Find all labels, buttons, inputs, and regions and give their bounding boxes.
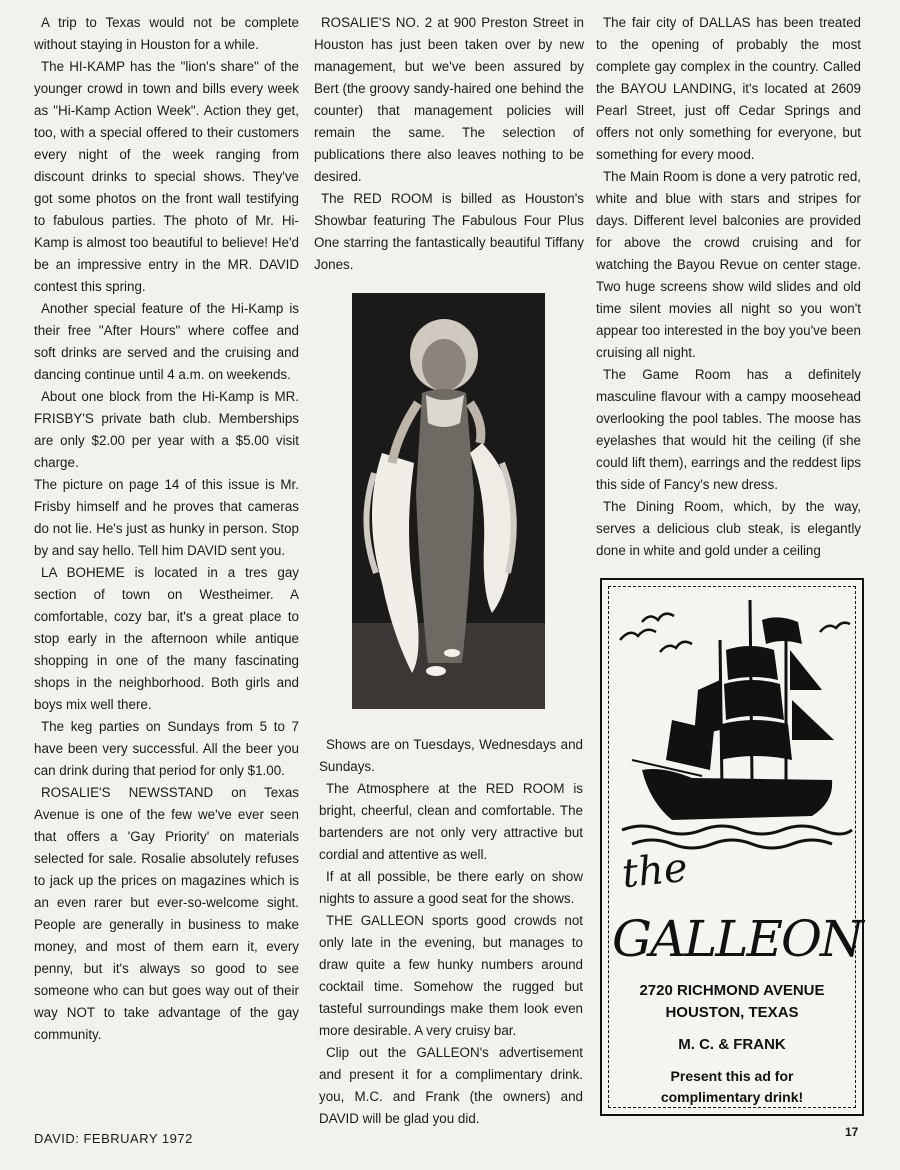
paragraph: Clip out the GALLEON's advertisement and present it for a complimentary drink. you, M.C. and Frank (the owners) and DAVID will be glad you did. (319, 1045, 583, 1126)
paragraph: The Dining Room, which, by the way, serves a delicious club steak, is elegantly done in white and gold under a ceiling (596, 499, 861, 558)
ad-city: HOUSTON, TEXAS (665, 1004, 799, 1021)
ad-offer-line-1: Present this ad for (670, 1068, 794, 1084)
publication-footer: DAVID: FEBRUARY 1972 (34, 1131, 193, 1146)
paragraph: The keg parties on Sundays from 5 to 7 have been very successful. All the beer you can drink during that period for only $1.00. (34, 719, 299, 778)
ad-galleon-title: GALLEON (612, 910, 862, 968)
column-3 (596, 12, 861, 562)
paragraph: Shows are on Tuesdays, Wednesdays and Sundays. (319, 737, 583, 774)
paragraph: The Atmosphere at the RED ROOM is bright, cheerful, clean and comfortable. The bartenders are not only very attractive but cordial and attentive as well. (319, 781, 583, 862)
paragraph: The Game Room has a definitely masculine flavour with a campy moosehead overlooking the pool tables. The moose has eyelashes that would hit the ceiling (if she could lift them), earrings and the reddest lips this side of Fancy's new dress. (596, 367, 861, 492)
paragraph: ROSALIE'S NEWSSTAND on Texas Avenue is one of the few we've ever seen that offers a 'Gay Priority' on materials selected for sale. Rosalie absolutely refuses to jack up the prices on magazines which is an even rarer but ever-so-welcome sight. People are generally in business to make money, and most of them earn it, every penny, but it's always so good to see someone who can but goes way out of their way NOT to take advantage of the gay community. (34, 785, 299, 1042)
paragraph: About one block from the Hi-Kamp is MR. FRISBY'S private bath club. Memberships are only $2.00 per year with a $5.00 visit charge. (34, 389, 299, 470)
column-2-bottom (319, 734, 583, 1130)
paragraph: The Main Room is done a very patrotic red, white and blue with stars and stripes for days. Different level balconies are provided for above the crowd cruising and for watching the Bayou Revue on center stage. Two huge screens show wild slides and old time silent movies all night so you won't appear too interested in the boy you've been cruising all night. (596, 169, 861, 360)
ad-offer-line-2: complimentary drink! (660, 1089, 804, 1105)
ad-address: 2720 RICHMOND AVENUE (639, 982, 825, 999)
paragraph: A trip to Texas would not be complete without staying in Houston for a while. (34, 15, 299, 52)
performer-photo (352, 293, 545, 709)
paragraph: The fair city of DALLAS has been treated to the opening of probably the most complete gay complex in the country. Called the BAYOU LANDING, it's located at 2609 Pearl Street, just off Cedar Springs and offers not only something for everyone, but something for every mood. (596, 15, 861, 162)
performer-photo-image (352, 293, 545, 709)
paragraph: The HI-KAMP has the "lion's share" of the younger crowd in town and bills every week as "Hi-Kamp Action Week". Action they get, too, with a special offered to their customers every night of the week ranging from discount drinks to special shows. They've got some photos on the front wall testifying to fabulous parties. The photo of Mr. Hi-Kamp is almost too beautiful to believe! He'd be an impressive entry in the MR. DAVID contest this spring. (34, 59, 299, 294)
paragraph: The RED ROOM is billed as Houston's Showbar featuring The Fabulous Four Plus One starring the fantastically beautiful Tiffany Jones. (314, 191, 584, 272)
galleon-advertisement (600, 578, 864, 1116)
paragraph: ROSALIE'S NO. 2 at 900 Preston Street in Houston has just been taken over by new management, but we've been assured by Bert (the groovy sandy-haired one behind the counter) that management policies will remain the same. The selection of publications there also leaves nothing to be desired. (314, 15, 584, 184)
paragraph: The picture on page 14 of this issue is Mr. Frisby himself and he proves that cameras do not lie. He's just as hunky in person. Stop by and say hello. Tell him DAVID sent you. (34, 477, 299, 558)
paragraph: Another special feature of the Hi-Kamp is their free "After Hours" where coffee and soft drinks are served and the cruising and dancing continue until 4 a.m. on weekends. (34, 301, 299, 382)
column-2-top (314, 12, 584, 276)
ad-the-script: the (619, 844, 690, 898)
paragraph: THE GALLEON sports good crowds not only late in the evening, but manages to draw quite a few hunky numbers around cocktail time. Somehow the rugged but tasteful surroundings make them look even more desirable. A very cruisy bar. (319, 913, 583, 1038)
ad-owners: M. C. & FRANK (678, 1036, 786, 1053)
ship-illustration-icon (602, 580, 862, 880)
paragraph: LA BOHEME is located in a tres gay section of town on Westheimer. A comfortable, cozy bar, it's a great place to stop early in the afternoon while antique shopping in one of the many fascinating shops in the neighborhood. Both girls and boys mix well there. (34, 565, 299, 712)
paragraph: If at all possible, be there early on show nights to assure a good seat for the shows. (319, 869, 583, 906)
page-number: 17 (845, 1125, 859, 1139)
column-1 (34, 12, 299, 1046)
